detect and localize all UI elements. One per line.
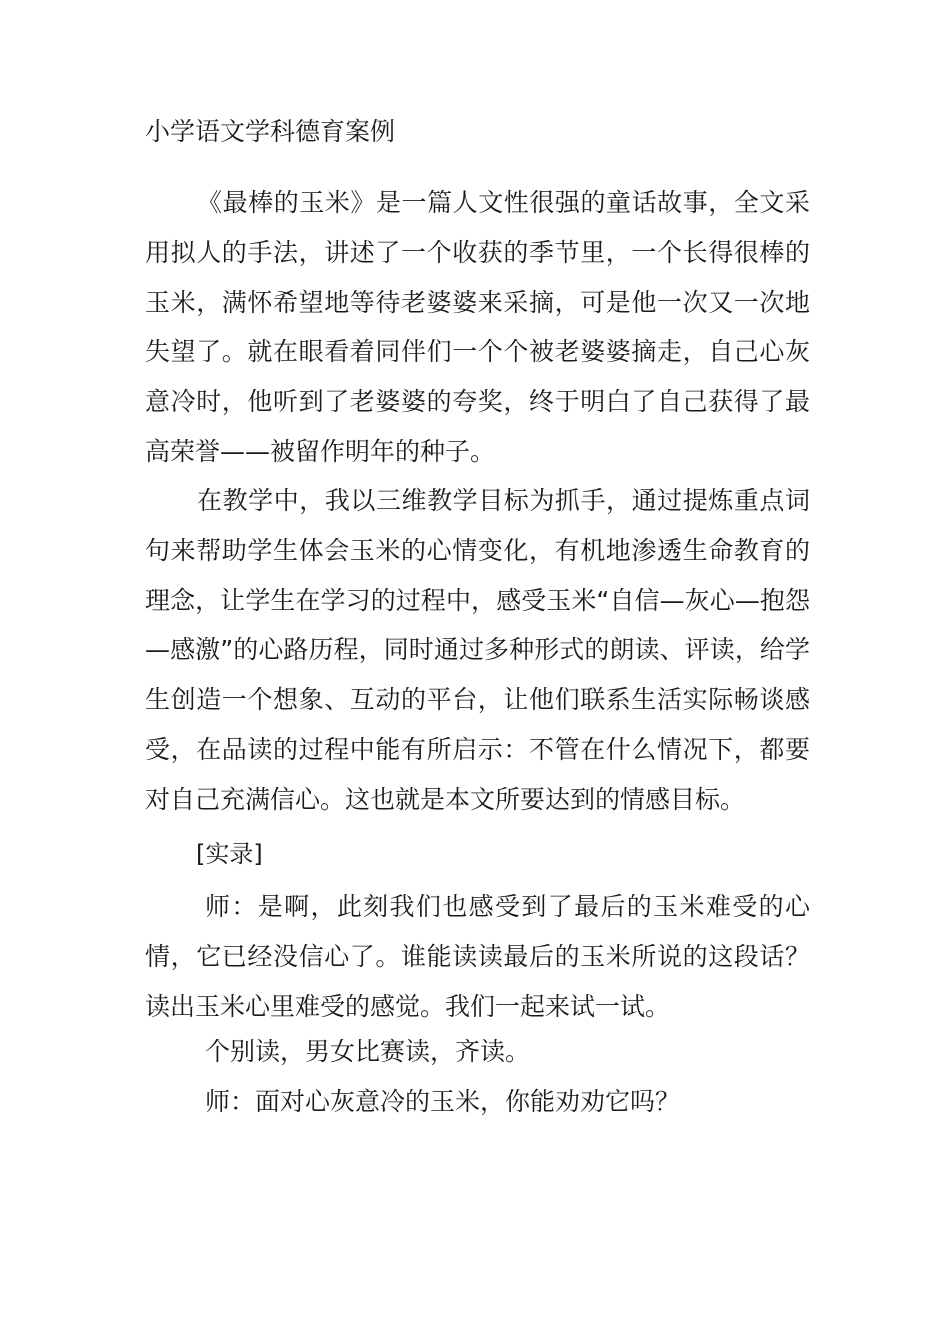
reading-instruction: 个别读，男女比赛读，齐读。 (205, 1037, 531, 1066)
intro-paragraph: 《最棒的玉米》是一篇人文性很强的童话故事，全文采用拟人的手法，讲述了一个收获的季节里，一个长得很棒的玉米，满怀希望地等待老婆婆来采摘，可是他一次又一次地失望了。就在眼看着同伴们一个个被老婆婆摘走，自己心灰意冷时，他听到了老婆婆的夸奖，终于明白了自己获得了最高荣誉——被留作明年的种子。 (145, 188, 810, 466)
teaching-paragraph: 在教学中，我以三维教学目标为抓手，通过提炼重点词句来帮助学生体会玉米的心情变化，有机地渗透生命教育的理念，让学生在学习的过程中，感受玉米“自信—灰心—抱怨—感激”的心路历程，同时通过多种形式的朗读、评读，给学生创造一个想象、互动的平台，让他们联系生活实际畅谈感受，在品读的过程中能有所启示：不管在什么情况下，都要对自己充满信心。这也就是本文所要达到的情感目标。 (145, 486, 810, 814)
document-title: 小学语文学科德育案例 (145, 117, 396, 146)
teacher-line-2: 师：面对心灰意冷的玉米，你能劝劝它吗？ (205, 1087, 681, 1116)
record-label: [实录] (196, 840, 263, 868)
teacher-line-1: 师：是啊，此刻我们也感受到了最后的玉米难受的心情，它已经没信心了。谁能读读最后的玉米所说的这段话？读出玉米心里难受的感觉。我们一起来试一试。 (145, 892, 810, 1021)
